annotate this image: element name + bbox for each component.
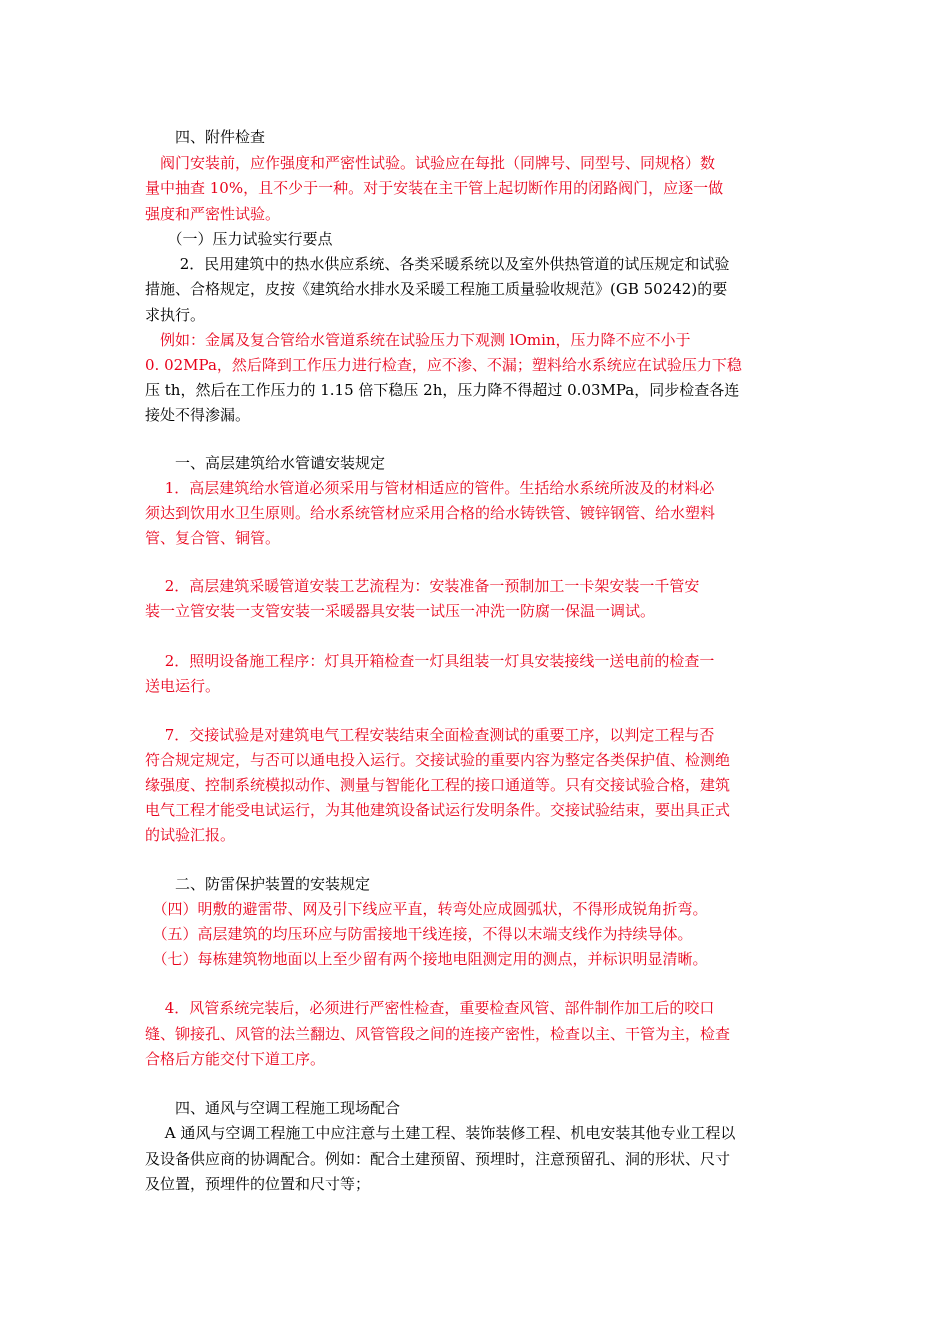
- paragraph-line: 措施、合格规定，皮按《建筑给水排水及采暖工程施工质量验收规范》(GB 50242)的要: [145, 280, 728, 298]
- paragraph-line: （四）明敷的避雷带、网及引下线应平直，转弯处应成圆弧状，不得形成锐角折弯。: [145, 900, 708, 918]
- section-heading: 一、高层建筑给水管谴安装规定: [145, 454, 386, 472]
- paragraph-line: 缘强度、控制系统模拟动作、测量与智能化工程的接口通道等。只有交接试验合格，建筑: [145, 776, 731, 794]
- paragraph-line: 例如：金属及复合管给水管道系统在试验压力下观测 lOmin，压力降不应不小于: [145, 331, 691, 349]
- paragraph-line: 2．民用建筑中的热水供应系统、各类采暖系统以及室外供热管道的试压规定和试验: [145, 255, 730, 273]
- paragraph-line: 4．风管系统完装后，必须进行严密性检查，重要检查风管、部件制作加工后的咬口: [145, 999, 715, 1017]
- paragraph-line: 须达到饮用水卫生原则。给水系统管材应采用合格的给水铸铁管、镀锌钢管、给水塑料: [145, 504, 716, 522]
- paragraph-line: 管、复合管、铜管。: [145, 529, 281, 547]
- paragraph-line: 强度和严密性试验。: [145, 205, 281, 223]
- paragraph-line: 7．交接试验是对建筑电气工程安装结束全面检查测试的重要工序，以判定工程与否: [145, 726, 715, 744]
- paragraph-line: 求执行。: [145, 306, 206, 324]
- paragraph-line: 接处不得渗漏。: [145, 406, 251, 424]
- section-heading: （一）压力试验实行要点: [145, 230, 333, 248]
- paragraph-line: A 通风与空调工程施工中应注意与土建工程、装饰装修工程、机电安装其他专业工程以: [145, 1124, 736, 1142]
- paragraph-line: 合格后方能交付下道工序。: [145, 1050, 326, 1068]
- section-heading: 二、防雷保护装置的安装规定: [145, 875, 371, 893]
- paragraph-line: 2．照明设备施工程序：灯具开箱检查一灯具组装一灯具安装接线一送电前的检查一: [145, 652, 715, 670]
- paragraph-line: 电气工程才能受电试运行，为其他建筑设备试运行发明条件。交接试验结束，要出具正式: [145, 801, 731, 819]
- paragraph-line: 0. 02MPa，然后降到工作压力进行检查，应不渗、不漏；塑料给水系统应在试验压力下稳: [145, 356, 742, 374]
- paragraph-line: 阀门安装前，应作强度和严密性试验。试验应在每批（同牌号、同型号、同规格）数: [145, 154, 716, 172]
- paragraph-line: 及位置，预埋件的位置和尺寸等；: [145, 1175, 371, 1193]
- paragraph-line: 的试验汇报。: [145, 826, 236, 844]
- paragraph-line: 2．高层建筑采暖管道安装工艺流程为：安装准备一预制加工一卡架安装一千管安: [145, 577, 700, 595]
- paragraph-line: 量中抽查 10%，且不少于一种。对于安装在主干管上起切断作用的闭路阀门，应逐一做: [145, 179, 724, 197]
- section-heading: 四、附件检查: [145, 128, 266, 146]
- paragraph-line: 及设备供应商的协调配合。例如：配合土建预留、预埋时，注意预留孔、洞的形状、尺寸: [145, 1150, 731, 1168]
- paragraph-line: 装一立管安装一支管安装一采暖器具安装一试压一冲洗一防腐一保温一调试。: [145, 602, 656, 620]
- paragraph-line: 1．高层建筑给水管道必须采用与管材相适应的管件。生括给水系统所波及的材料必: [145, 479, 715, 497]
- paragraph-line: 缝、铆接孔、风管的法兰翻边、风管管段之间的连接产密性，检查以主、干管为主，检查: [145, 1025, 731, 1043]
- section-heading: 四、通风与空调工程施工现场配合: [145, 1099, 401, 1117]
- paragraph-line: （七）每栋建筑物地面以上至少留有两个接地电阻测定用的测点，并标识明显清晰。: [145, 950, 708, 968]
- paragraph-line: 压 th，然后在工作压力的 1.15 倍下稳压 2h，压力降不得超过 0.03MPa，同步检查各连: [145, 381, 740, 399]
- paragraph-line: 符合规定规定，与否可以通电投入运行。交接试验的重要内容为整定各类保护值、检测绝: [145, 751, 731, 769]
- paragraph-line: （五）高层建筑的均压环应与防雷接地干线连接，不得以末端支线作为持续导体。: [145, 925, 693, 943]
- paragraph-line: 送电运行。: [145, 677, 221, 695]
